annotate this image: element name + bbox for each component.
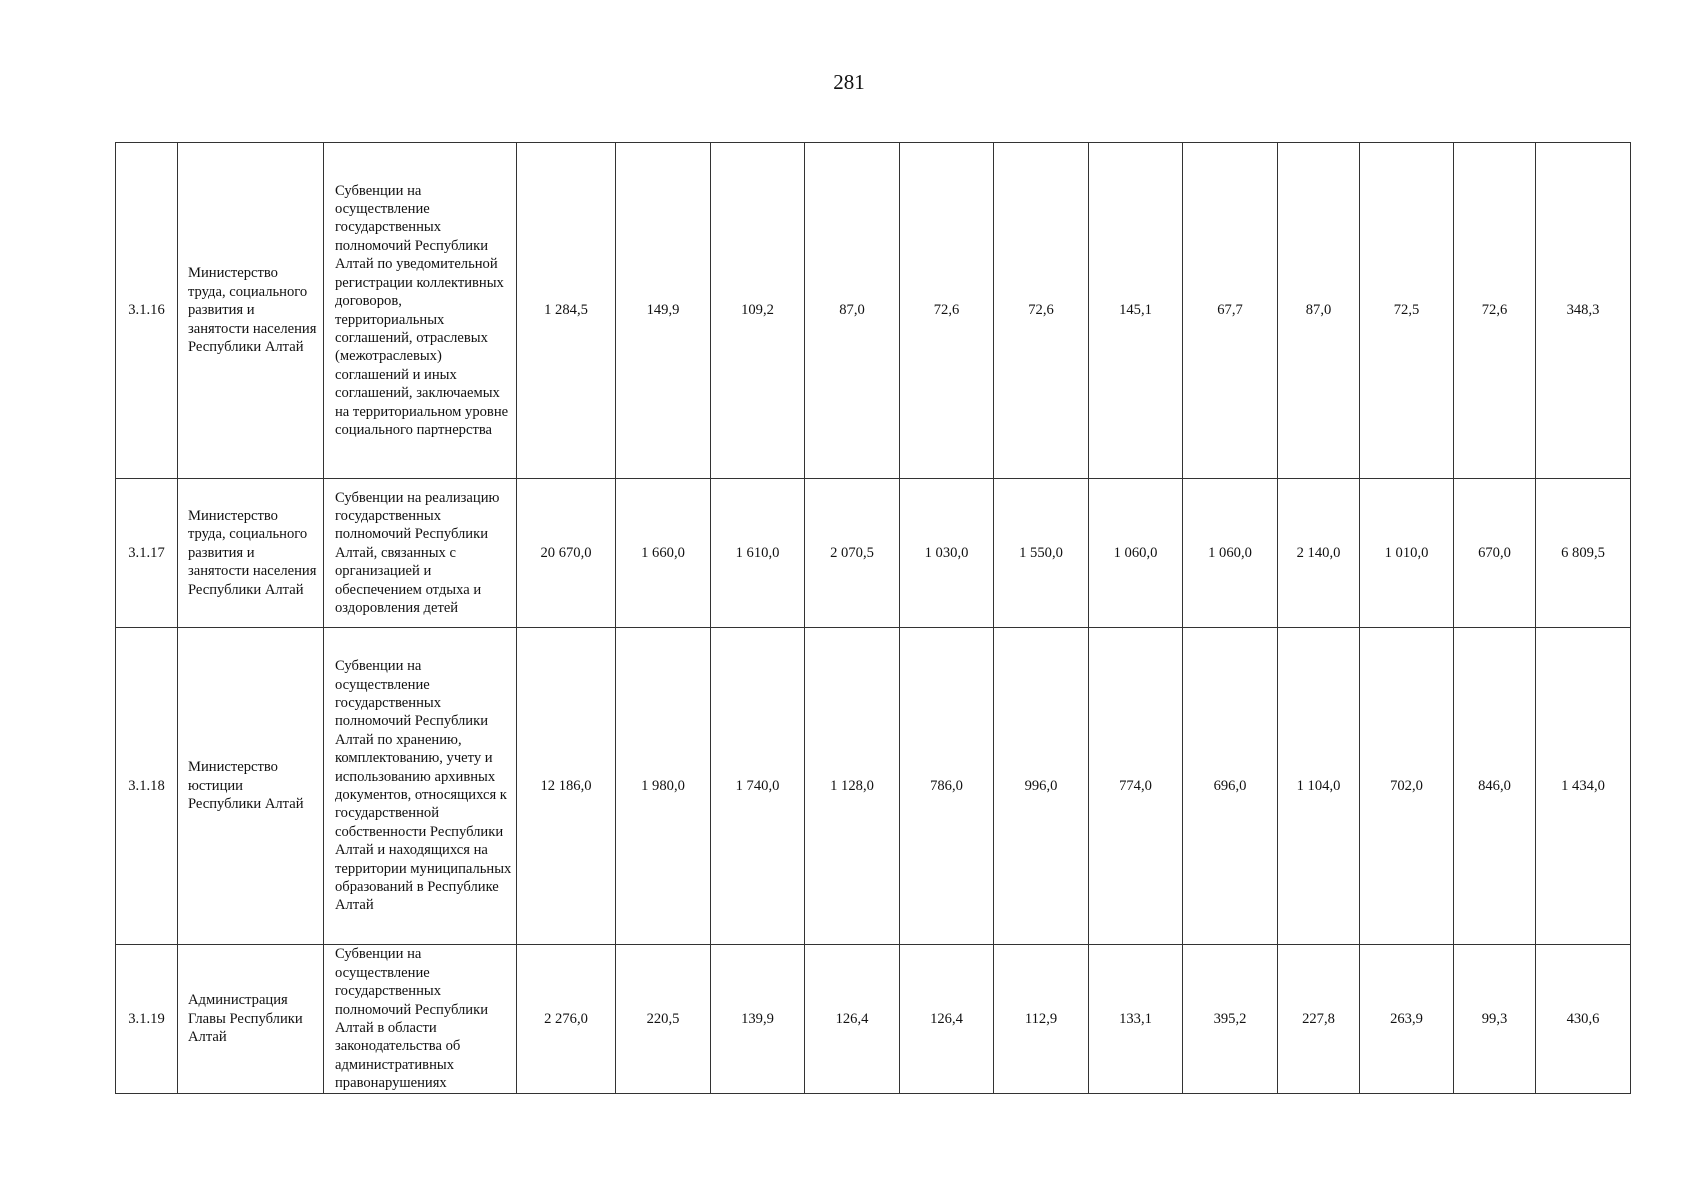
district-amount: 112,9	[994, 945, 1089, 1094]
district-amount: 1 610,0	[711, 479, 805, 628]
district-amount: 1 060,0	[1089, 479, 1183, 628]
district-amount: 846,0	[1454, 628, 1536, 945]
district-amount: 1 980,0	[616, 628, 711, 945]
table-row	[116, 945, 1631, 1094]
agency-name: Администрация Главы Республики Алтай	[178, 945, 324, 1094]
table-row	[116, 143, 1631, 479]
district-amount: 6 809,5	[1536, 479, 1631, 628]
district-amount: 1 010,0	[1360, 479, 1454, 628]
row-code: 3.1.18	[116, 628, 178, 945]
district-amount: 395,2	[1183, 945, 1278, 1094]
subvention-description: Субвенции на реализацию государственных полномочий Республики Алтай, связанных с организацией и обеспечением отдыха и оздоровления детей	[324, 479, 517, 628]
district-amount: 87,0	[1278, 143, 1360, 479]
district-amount: 1 128,0	[805, 628, 900, 945]
page-number: 281	[833, 70, 865, 94]
district-amount: 67,7	[1183, 143, 1278, 479]
district-amount: 786,0	[900, 628, 994, 945]
subvention-description: Субвенции на осуществление государственных полномочий Республики Алтай в области законодательства об административных правонарушениях	[324, 945, 517, 1094]
district-amount: 2 140,0	[1278, 479, 1360, 628]
district-amount: 430,6	[1536, 945, 1631, 1094]
subvention-description: Субвенции на осуществление государственных полномочий Республики Алтай по уведомительной регистрации коллективных договоров, территориальных соглашений, отраслевых (межотраслевых) соглашений и иных соглашений, заключаемых на территориальном уровне социального партнерства	[324, 143, 517, 479]
district-amount: 72,6	[900, 143, 994, 479]
district-amount: 696,0	[1183, 628, 1278, 945]
district-amount: 109,2	[711, 143, 805, 479]
district-amount: 670,0	[1454, 479, 1536, 628]
district-amount: 72,6	[994, 143, 1089, 479]
district-amount: 996,0	[994, 628, 1089, 945]
district-amount: 263,9	[1360, 945, 1454, 1094]
district-amount: 1 030,0	[900, 479, 994, 628]
district-amount: 1 060,0	[1183, 479, 1278, 628]
district-amount: 145,1	[1089, 143, 1183, 479]
district-amount: 702,0	[1360, 628, 1454, 945]
table-row	[116, 628, 1631, 945]
row-code: 3.1.16	[116, 143, 178, 479]
total-amount: 20 670,0	[517, 479, 616, 628]
district-amount: 72,5	[1360, 143, 1454, 479]
row-code: 3.1.17	[116, 479, 178, 628]
subvention-description: Субвенции на осуществление государственных полномочий Республики Алтай по хранению, комплектованию, учету и использованию архивных документов, относящихся к государственной собственности Республики Алтай и находящихся на территории муниципальных образований в Республике Алтай	[324, 628, 517, 945]
district-amount: 227,8	[1278, 945, 1360, 1094]
district-amount: 1 660,0	[616, 479, 711, 628]
subvention-table	[115, 142, 1631, 1094]
district-amount: 1 550,0	[994, 479, 1089, 628]
district-amount: 126,4	[805, 945, 900, 1094]
district-amount: 774,0	[1089, 628, 1183, 945]
district-amount: 1 740,0	[711, 628, 805, 945]
row-code: 3.1.19	[116, 945, 178, 1094]
district-amount: 1 434,0	[1536, 628, 1631, 945]
district-amount: 139,9	[711, 945, 805, 1094]
district-amount: 99,3	[1454, 945, 1536, 1094]
agency-name: Министерство юстиции Республики Алтай	[178, 628, 324, 945]
district-amount: 133,1	[1089, 945, 1183, 1094]
agency-name: Министерство труда, социального развития и занятости населения Республики Алтай	[178, 479, 324, 628]
total-amount: 2 276,0	[517, 945, 616, 1094]
total-amount: 12 186,0	[517, 628, 616, 945]
district-amount: 220,5	[616, 945, 711, 1094]
district-amount: 126,4	[900, 945, 994, 1094]
district-amount: 149,9	[616, 143, 711, 479]
table-row	[116, 479, 1631, 628]
agency-name: Министерство труда, социального развития и занятости населения Республики Алтай	[178, 143, 324, 479]
district-amount: 2 070,5	[805, 479, 900, 628]
total-amount: 1 284,5	[517, 143, 616, 479]
district-amount: 72,6	[1454, 143, 1536, 479]
district-amount: 1 104,0	[1278, 628, 1360, 945]
district-amount: 348,3	[1536, 143, 1631, 479]
district-amount: 87,0	[805, 143, 900, 479]
